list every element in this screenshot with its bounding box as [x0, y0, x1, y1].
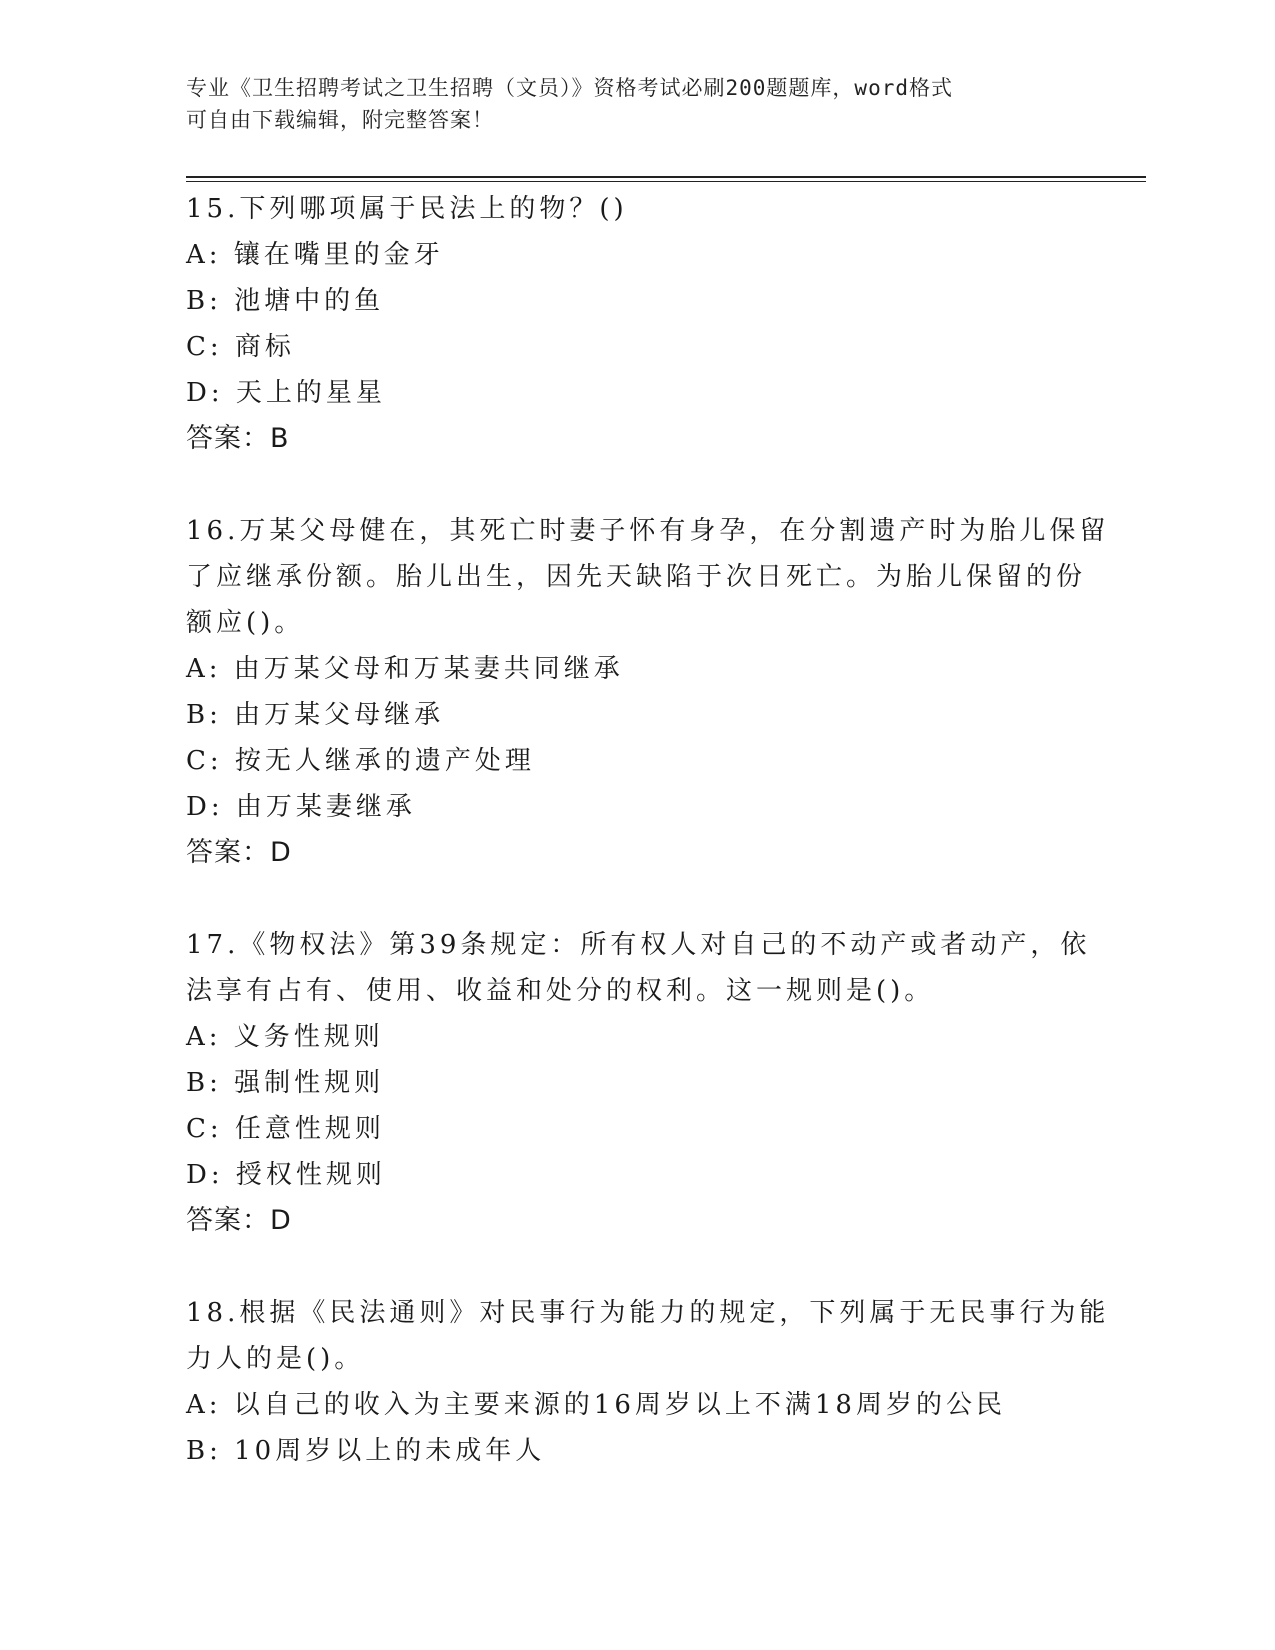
option-c: C: 任意性规则 — [186, 1114, 385, 1144]
answer-label: 答案：D — [186, 837, 292, 868]
option-a: A: 由万某父母和万某妻共同继承 — [186, 654, 624, 684]
question-18 — [186, 1290, 1110, 1474]
option-b: B: 强制性规则 — [186, 1068, 385, 1098]
option-d: D: 由万某妻继承 — [186, 792, 416, 822]
question-list — [186, 186, 1110, 1520]
question-17 — [186, 922, 1091, 1244]
option-c: C: 商标 — [186, 332, 295, 362]
option-b: B: 由万某父母继承 — [186, 700, 445, 730]
option-a: A: 义务性规则 — [186, 1022, 384, 1052]
question-16 — [186, 508, 1110, 876]
question-stem: 16.万某父母健在，其死亡时妻子怀有身孕，在分割遗产时为胎儿保留 — [186, 516, 1110, 546]
question-stem: 15.下列哪项属于民法上的物？() — [186, 194, 628, 224]
option-a: A: 以自己的收入为主要来源的16周岁以上不满18周岁的公民 — [186, 1390, 1006, 1420]
question-stem: 了应继承份额。胎儿出生，因先天缺陷于次日死亡。为胎儿保留的份 — [186, 562, 1087, 592]
option-d: D: 天上的星星 — [186, 378, 386, 408]
question-stem: 法享有占有、使用、收益和处分的权利。这一规则是()。 — [186, 976, 935, 1006]
option-b: B: 池塘中的鱼 — [186, 286, 385, 316]
option-a: A: 镶在嘴里的金牙 — [186, 240, 444, 270]
header-line: 专业《卫生招聘考试之卫生招聘（文员）》资格考试必刷200题题库，word格式 — [186, 76, 953, 100]
option-c: C: 按无人继承的遗产处理 — [186, 746, 535, 776]
page-header — [186, 72, 1086, 136]
question-stem: 力人的是()。 — [186, 1344, 365, 1374]
header-divider — [186, 176, 1146, 182]
option-b: B: 10周岁以上的未成年人 — [186, 1436, 546, 1466]
question-stem: 额应()。 — [186, 608, 305, 638]
answer-label: 答案：B — [186, 423, 290, 454]
question-stem: 17.《物权法》第39条规定：所有权人对自己的不动产或者动产，依 — [186, 930, 1091, 960]
answer-label: 答案：D — [186, 1205, 292, 1236]
question-15 — [186, 186, 1086, 462]
header-line: 可自由下载编辑，附完整答案！ — [186, 108, 494, 132]
option-d: D: 授权性规则 — [186, 1160, 386, 1190]
question-stem: 18.根据《民法通则》对民事行为能力的规定，下列属于无民事行为能 — [186, 1298, 1110, 1328]
